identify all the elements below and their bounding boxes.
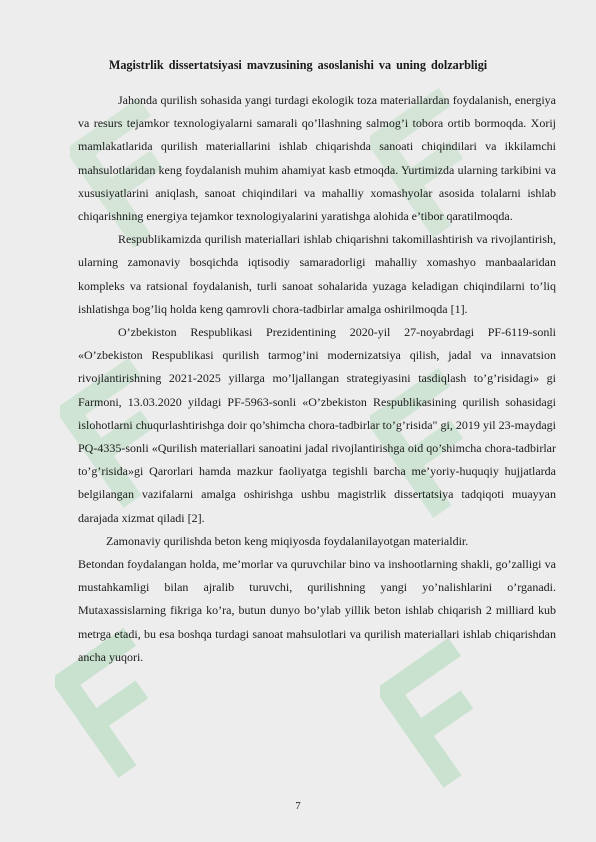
paragraph: O’zbekiston Respublikasi Prezidentining 2020-yil 27-noyabrdagi PF-6119-sonli «O’zbekiston Respublikasi qurilish tarmog’ini modernizatsiya qilish, jadal va innavatsion rivojlantirishning 2021-2025 yillarga mo’ljallangan strategiyasini tasdiqlash to’g’risidagi» gi Farmoni, 13.03.2020 yildagi PF-5963-sonli «O’zbekiston Respublikasining qurilish sohasidagi islohotlarni chuqurlashtirishga doir qo’shimcha chora-tadbirlar to’g’risida" gi, 2019 yil 23-maydagi PQ-4335-sonli «Qurilish materiallari sanoatini jadal rivojlantirishga oid qo’shimcha chora-tadbirlar to’g’risida»gi Qarorlari hamda mazkur faoliyatga tegishli barcha me’yoriy-huquqiy hujjatlarda belgilangan vazifalarni amalga oshirishga ushbu magistrlik dissertatsiya tadqiqoti muayyan darajada xizmat qiladi [2]. (78, 325, 556, 525)
paragraph: Zamonaviy qurilishda beton keng miqiyosda foydalanilayotgan materialdir. (106, 533, 469, 548)
page-title: Magistrlik dissertatsiyasi mavzusining asoslanishi va uning dolzarbligi (108, 58, 488, 72)
body-text (78, 89, 556, 669)
paragraph: Betondan foydalangan holda, me’morlar va quruvchilar bino va inshootlarning shakli, go’zalligi va mustahkamligi bilan ajralib turuvchi, qurilishning yangi yo’nalishlarini o’rganadi. Mutaxassislarning fikriga ko’ra, butun dunyo bo’ylab yillik beton ishlab chiqarish 2 milliard kub metrga etadi, bu esa boshqa turdagi sanoat mahsulotlari va qurilish materiallari ishlab chiqarishdan ancha yuqori. (78, 557, 556, 664)
page-number: 7 (295, 800, 301, 812)
paragraph: Respublikamizda qurilish materiallari ishlab chiqarishni takomillashtirish va rivojlantirish, ularning zamonaviy bosqichda iqtisodiy samaradorligi mahalliy xomashyo manbaalaridan kompleks va ratsional foydalanish, turli sanoat sohalarida yuzaga keladigan chiqindilarni to’liq ishlatishga bog’liq holda keng qamrovli chora-tadbirlar amalga oshirilmoqda [1]. (78, 232, 556, 316)
paragraph: Jahonda qurilish sohasida yangi turdagi ekologik toza materiallardan foydalanish, energiya va resurs tejamkor texnologiyalarni samarali qo’llashning salmog’i tobora ortib bormoqda. Xorij mamlakatlarida qurilish materiallarini ishlab chiqarishda sanoati chiqindilari va ikkilamchi mahsulotlaridan keng foydalanish muhim ahamiyat kasb etmoqda. Yurtimizda ularning tarkibini va xususiyatlarini aniqlash, sanoat chiqindilari va mahalliy xomashyolar asosida tolalarni ishlab chiqarishning energiya tejamkor texnologiyalarini yaratishga alohida e’tibor qaratilmoqda. (78, 93, 556, 224)
